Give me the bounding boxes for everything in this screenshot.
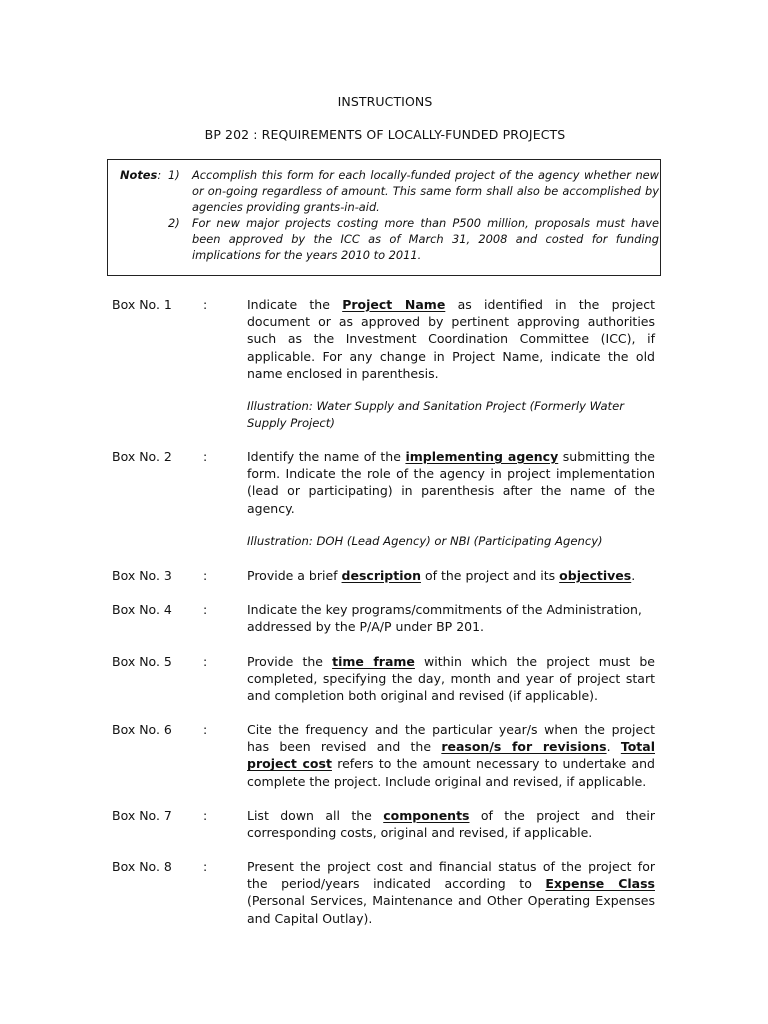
box-label: Box No. 2 (112, 449, 172, 464)
box-colon: : (203, 808, 208, 823)
box-colon: : (203, 568, 208, 583)
key-term: time frame (332, 654, 415, 669)
box-instruction: Indicate the Project Name as identified in the project document or as approved by pertinent approving authorities such as the Investment Coordination Committee (ICC), if applicable. For any change in Project Name, indicate the old name enclosed in parenthesis. (247, 297, 655, 381)
box-instruction: Provide a brief description of the project and its objectives. (247, 568, 636, 583)
box-instruction: Indicate the key programs/commitments of the Administration, addressed by the P/A/P under BP 201. (247, 602, 642, 635)
key-term: components (383, 808, 470, 823)
box-label: Box No. 1 (112, 297, 172, 312)
box-instruction: Identify the name of the implementing agency submitting the form. Indicate the role of the agency in project implementation (lead or participating) in parenthesis after the name of the agency. (247, 449, 655, 516)
box-label: Box No. 6 (112, 722, 172, 737)
box-label: Box No. 7 (112, 808, 172, 823)
notes-box (107, 159, 661, 276)
key-term: Project Name (342, 297, 446, 312)
box-illustration: Illustration: DOH (Lead Agency) or NBI (Participating Agency) (247, 534, 603, 548)
key-term: implementing agency (405, 449, 559, 464)
note-number: 2) (168, 216, 180, 230)
box-label: Box No. 3 (112, 568, 172, 583)
key-term: Expense Class (545, 876, 655, 892)
box-instruction: List down all the components of the project and their corresponding costs, original and revised, if applicable. (247, 808, 655, 841)
key-term: objectives (559, 568, 632, 583)
note-text: Accomplish this form for each locally-funded project of the agency whether new or on-going regardless of amount. This same form shall also be accomplished by agencies providing grants-in-aid. (192, 168, 659, 214)
box-colon: : (203, 297, 208, 312)
box-instruction: Cite the frequency and the particular year/s when the project has been revised and the reason/s for revisions. Total project cost refers to the amount necessary to undertake and complete the project. Include original and revised, if applicable. (247, 722, 655, 789)
note-text: For new major projects costing more than P500 million, proposals must have been approved by the ICC as of March 31, 2008 and costed for funding implications for the years 2010 to 2011. (192, 216, 659, 262)
box-colon: : (203, 602, 208, 617)
key-term: Total project cost (247, 739, 655, 772)
box-colon: : (203, 654, 208, 669)
box-colon: : (203, 722, 208, 737)
box-label: Box No. 5 (112, 654, 172, 669)
box-instruction: Provide the time frame within which the project must be completed, specifying the day, month and year of project start and completion both original and revised (if applicable). (247, 654, 655, 704)
key-term: description (341, 568, 421, 583)
notes-label: Notes: (120, 168, 162, 182)
box-illustration: Illustration: Water Supply and Sanitation Project (Formerly Water Supply Project) (247, 399, 624, 430)
note-number: 1) (168, 168, 180, 182)
key-term: reason/s for revisions (441, 739, 607, 755)
box-label: Box No. 8 (112, 859, 172, 874)
box-colon: : (203, 859, 208, 874)
document-title: INSTRUCTIONS (337, 94, 433, 109)
box-colon: : (203, 449, 208, 464)
box-label: Box No. 4 (112, 602, 172, 617)
document-subtitle: BP 202 : REQUIREMENTS OF LOCALLY-FUNDED PROJECTS (204, 127, 566, 142)
box-instruction: Present the project cost and financial status of the project for the period/years indicated according to Expense Class (Personal Services, Maintenance and Other Operating Expenses and Capital Outlay). (247, 859, 655, 926)
